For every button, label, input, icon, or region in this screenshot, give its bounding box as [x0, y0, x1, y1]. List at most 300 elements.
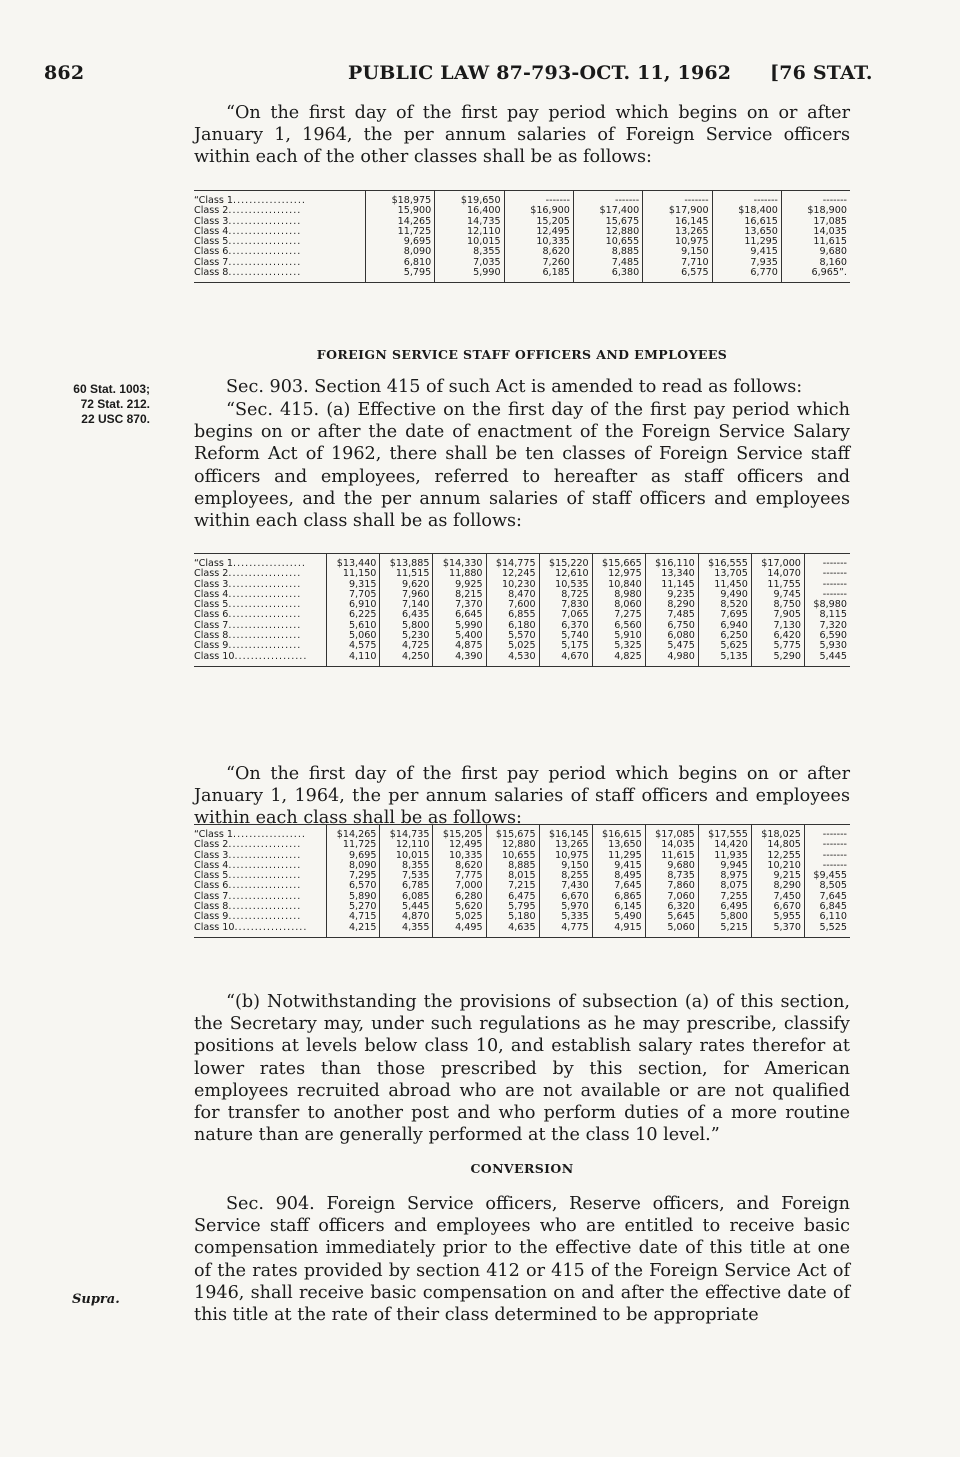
- salary-cell: 6,110: [804, 912, 850, 922]
- salary-cell: 16,145: [643, 217, 712, 227]
- salary-cell: $17,000: [751, 554, 804, 570]
- row-label: Class 4..................: [194, 859, 302, 871]
- salary-cell: 11,295: [712, 237, 781, 247]
- citation-72-stat: 72 Stat. 212.: [80, 397, 150, 411]
- leader-dots: ..................: [228, 849, 302, 861]
- salary-cell: $18,975: [365, 191, 434, 207]
- section-903-intro: Sec. 903. Section 415 of such Act is amended to read as follows:: [226, 377, 803, 397]
- salary-cell: 7,645: [804, 892, 850, 902]
- salary-cell: 9,945: [698, 861, 751, 871]
- salary-cell: 13,265: [539, 840, 592, 850]
- salary-cell: 6,250: [698, 631, 751, 641]
- salary-cell: 4,635: [486, 923, 539, 938]
- salary-cell: 9,150: [643, 247, 712, 257]
- salary-cell: $17,555: [698, 825, 751, 841]
- salary-cell: 8,505: [804, 881, 850, 891]
- salary-cell: 9,490: [698, 590, 751, 600]
- salary-cell: 12,245: [486, 569, 539, 579]
- salary-cell: 6,085: [380, 892, 433, 902]
- salary-cell: 7,430: [539, 881, 592, 891]
- section-heading: FOREIGN SERVICE STAFF OFFICERS AND EMPLOYEES: [316, 347, 728, 362]
- salary-cell: 11,295: [592, 851, 645, 861]
- salary-cell: 8,355: [435, 247, 504, 257]
- salary-cell: 9,695: [327, 851, 380, 861]
- salary-cell: 11,615: [781, 237, 850, 247]
- salary-cell: 11,755: [751, 580, 804, 590]
- salary-cell: 4,495: [433, 923, 486, 938]
- salary-cell: 7,535: [380, 871, 433, 881]
- salary-cell: 5,400: [433, 631, 486, 641]
- salary-cell: 11,515: [380, 569, 433, 579]
- leader-dots: ..................: [228, 256, 302, 268]
- row-label: Class 2..................: [194, 205, 302, 217]
- salary-cell: 6,845: [804, 902, 850, 912]
- salary-cell: 13,340: [645, 569, 698, 579]
- salary-cell: $18,400: [712, 206, 781, 216]
- salary-cell: 8,090: [327, 861, 380, 871]
- salary-cell: 7,255: [698, 892, 751, 902]
- salary-cell: 11,150: [327, 569, 380, 579]
- salary-cell: 11,145: [645, 580, 698, 590]
- row-label: Class 6..................: [194, 609, 302, 621]
- salary-cell: 9,680: [645, 861, 698, 871]
- row-label: Class 5..................: [194, 870, 302, 882]
- leader-dots: ..................: [228, 901, 302, 913]
- salary-cell: -------: [804, 861, 850, 871]
- salary-cell: 5,175: [539, 641, 592, 651]
- leader-dots: ..................: [228, 599, 302, 611]
- paragraph-1964-staff: “On the first day of the first pay period which begins on or after January 1, 1964, the per annum salaries of staff officers and employees within each class shall be as follows:: [194, 764, 850, 829]
- salary-cell: 5,990: [435, 268, 504, 283]
- salary-cell: 11,880: [433, 569, 486, 579]
- salary-cell: 8,115: [804, 610, 850, 620]
- salary-cell: 8,495: [592, 871, 645, 881]
- leader-dots: ..................: [228, 568, 302, 580]
- salary-cell: 8,470: [486, 590, 539, 600]
- salary-cell: 6,670: [539, 892, 592, 902]
- subsection-b: “(b) Notwithstanding the provisions of subsection (a) of this section, the Secretary may, under such regulations as he may prescribe, classify positions at levels below class 10, and establish salary rates therefor at lower rates than those prescribed by this section, for American employees recruited abroad who are not available or are not qualified for transfer to another post and who perform duties of a more routine nature than are generally performed at the class 10 level.”: [194, 992, 850, 1146]
- salary-cell: $14,330: [433, 554, 486, 570]
- leader-dots: ..................: [228, 859, 302, 871]
- salary-cell: 15,675: [573, 217, 642, 227]
- salary-cell: 5,620: [433, 902, 486, 912]
- salary-cell: 4,915: [592, 923, 645, 938]
- leader-dots: ..................: [228, 205, 302, 217]
- salary-cell: 5,445: [380, 902, 433, 912]
- leader-dots: ..................: [228, 839, 302, 851]
- leader-dots: ..................: [228, 911, 302, 923]
- salary-cell: 9,925: [433, 580, 486, 590]
- salary-cell: 10,335: [433, 851, 486, 861]
- salary-cell: 8,975: [698, 871, 751, 881]
- salary-cell: -------: [804, 825, 850, 841]
- salary-cell: 5,370: [751, 923, 804, 938]
- row-label: Class 6..................: [194, 246, 302, 258]
- salary-cell: 6,570: [327, 881, 380, 891]
- citation-60-stat: 60 Stat. 1003;: [73, 382, 150, 396]
- salary-cell: 7,140: [380, 600, 433, 610]
- row-label: “Class 1..................: [194, 554, 327, 570]
- salary-cell: 10,230: [486, 580, 539, 590]
- leader-dots: ..................: [228, 609, 302, 621]
- salary-cell: 5,570: [486, 631, 539, 641]
- salary-cell: 5,215: [698, 923, 751, 938]
- salary-cell: 10,535: [539, 580, 592, 590]
- salary-cell: $14,265: [327, 825, 380, 841]
- salary-cell: 8,355: [380, 861, 433, 871]
- salary-cell: 5,930: [804, 641, 850, 651]
- salary-cell: 7,695: [698, 610, 751, 620]
- salary-cell: 9,150: [539, 861, 592, 871]
- leader-dots: ..................: [234, 650, 308, 662]
- salary-cell: 10,210: [751, 861, 804, 871]
- salary-cell: 6,180: [486, 621, 539, 631]
- salary-cell: 7,485: [645, 610, 698, 620]
- salary-table-1: [194, 190, 850, 283]
- salary-cell: 4,875: [433, 641, 486, 651]
- salary-cell: 7,600: [486, 600, 539, 610]
- section-415-a: “Sec. 415. (a) Effective on the first day of the first pay period which begins on or after the date of enactment of the Foreign Service Salary Reform Act of 1962, there shall be ten classes of Foreign Service staff officers and employees, referred to hereafter as staff officers and employees, and the per annum salaries of staff officers and employees within each class shall be as follows:: [194, 400, 850, 532]
- row-label: Class 8..................: [194, 630, 302, 642]
- salary-cell: 5,795: [486, 902, 539, 912]
- salary-cell: 7,935: [712, 258, 781, 268]
- salary-cell: 6,910: [327, 600, 380, 610]
- salary-cell: 12,110: [435, 227, 504, 237]
- salary-cell: 5,060: [645, 923, 698, 938]
- salary-cell: 7,450: [751, 892, 804, 902]
- salary-cell: 9,695: [365, 237, 434, 247]
- salary-table-staff-enactment: [194, 553, 850, 667]
- salary-cell: 7,000: [433, 881, 486, 891]
- salary-cell: 7,705: [327, 590, 380, 600]
- salary-cell: 12,880: [573, 227, 642, 237]
- salary-cell: 7,645: [592, 881, 645, 891]
- salary-cell: $15,675: [486, 825, 539, 841]
- salary-cell: 5,800: [698, 912, 751, 922]
- row-label: Class 9..................: [194, 640, 302, 652]
- salary-cell: 4,870: [380, 912, 433, 922]
- leader-dots: ..................: [228, 588, 302, 600]
- conversion-heading: CONVERSION: [470, 1161, 574, 1176]
- running-title: PUBLIC LAW 87-793-OCT. 11, 1962: [348, 62, 732, 84]
- salary-cell: 8,160: [781, 258, 850, 268]
- salary-cell: 6,670: [751, 902, 804, 912]
- salary-cell: 8,735: [645, 871, 698, 881]
- salary-cell: 7,260: [504, 258, 573, 268]
- salary-table-officers-1964: [194, 190, 850, 283]
- salary-cell: 6,185: [504, 268, 573, 283]
- salary-cell: 4,250: [380, 652, 433, 667]
- leader-dots: ..................: [234, 921, 308, 933]
- row-label: Class 8..................: [194, 268, 365, 283]
- salary-cell: 4,390: [433, 652, 486, 667]
- row-label: Class 7..................: [194, 619, 302, 631]
- salary-cell: 5,610: [327, 621, 380, 631]
- salary-cell: 5,645: [645, 912, 698, 922]
- salary-cell: 5,180: [486, 912, 539, 922]
- salary-cell: 8,750: [751, 600, 804, 610]
- salary-cell: 9,680: [781, 247, 850, 257]
- salary-cell: -------: [573, 191, 642, 207]
- row-label: Class 5..................: [194, 236, 302, 248]
- leader-dots: ..................: [228, 267, 302, 279]
- leader-dots: ..................: [233, 829, 306, 840]
- salary-cell: $15,205: [433, 825, 486, 841]
- salary-cell: 4,825: [592, 652, 645, 667]
- salary-cell: 5,740: [539, 631, 592, 641]
- salary-table-staff-1964: [194, 824, 850, 938]
- salary-cell: 15,205: [504, 217, 573, 227]
- row-label: “Class 1..................: [194, 191, 365, 207]
- salary-cell: 12,255: [751, 851, 804, 861]
- salary-cell: 7,710: [643, 258, 712, 268]
- salary-cell: 4,980: [645, 652, 698, 667]
- salary-cell: 8,620: [504, 247, 573, 257]
- salary-cell: $17,085: [645, 825, 698, 841]
- salary-cell: 13,705: [698, 569, 751, 579]
- leader-dots: ..................: [228, 640, 302, 652]
- salary-cell: 7,485: [573, 258, 642, 268]
- salary-cell: 10,655: [573, 237, 642, 247]
- salary-cell: 10,840: [592, 580, 645, 590]
- salary-cell: $15,665: [592, 554, 645, 570]
- salary-cell: $16,145: [539, 825, 592, 841]
- salary-cell: 10,655: [486, 851, 539, 861]
- salary-cell: 7,060: [645, 892, 698, 902]
- salary-cell: 7,370: [433, 600, 486, 610]
- salary-cell: 6,560: [592, 621, 645, 631]
- paragraph-1964-officers: “On the first day of the first pay period which begins on or after January 1, 1964, the per annum salaries of Foreign Service officers within each of the other classes shall be as follows:: [194, 103, 850, 168]
- salary-cell: 10,015: [435, 237, 504, 247]
- salary-cell: 5,270: [327, 902, 380, 912]
- salary-cell: 6,435: [380, 610, 433, 620]
- row-label: Class 2..................: [194, 568, 302, 580]
- salary-cell: 10,015: [380, 851, 433, 861]
- salary-cell: $16,615: [592, 825, 645, 841]
- table-row: [194, 923, 850, 938]
- salary-cell: 5,230: [380, 631, 433, 641]
- salary-cell: 6,965”.: [781, 268, 850, 283]
- leader-dots: ..................: [228, 236, 302, 248]
- salary-cell: 12,975: [592, 569, 645, 579]
- leader-dots: ..................: [233, 195, 306, 206]
- salary-cell: 4,110: [327, 652, 380, 667]
- salary-cell: 13,650: [592, 840, 645, 850]
- salary-cell: 6,280: [433, 892, 486, 902]
- salary-cell: $8,980: [804, 600, 850, 610]
- salary-cell: 5,955: [751, 912, 804, 922]
- salary-cell: 8,255: [539, 871, 592, 881]
- salary-cell: $16,900: [504, 206, 573, 216]
- salary-cell: 12,610: [539, 569, 592, 579]
- salary-cell: 6,145: [592, 902, 645, 912]
- leader-dots: ..................: [228, 215, 302, 227]
- salary-cell: 7,775: [433, 871, 486, 881]
- salary-cell: 7,960: [380, 590, 433, 600]
- salary-cell: $15,220: [539, 554, 592, 570]
- salary-cell: 6,225: [327, 610, 380, 620]
- row-label: Class 7..................: [194, 890, 302, 902]
- salary-cell: 6,475: [486, 892, 539, 902]
- row-label: Class 3..................: [194, 849, 302, 861]
- salary-cell: 6,575: [643, 268, 712, 283]
- salary-cell: 7,905: [751, 610, 804, 620]
- salary-cell: $17,900: [643, 206, 712, 216]
- salary-cell: 9,235: [645, 590, 698, 600]
- salary-cell: 8,885: [573, 247, 642, 257]
- row-label: Class 10..................: [194, 652, 327, 667]
- salary-cell: -------: [804, 580, 850, 590]
- salary-cell: 13,265: [643, 227, 712, 237]
- salary-cell: 9,215: [751, 871, 804, 881]
- salary-cell: 4,215: [327, 923, 380, 938]
- row-label: Class 4..................: [194, 225, 302, 237]
- row-label: Class 8..................: [194, 901, 302, 913]
- salary-cell: 14,070: [751, 569, 804, 579]
- salary-cell: 5,970: [539, 902, 592, 912]
- row-label: Class 3..................: [194, 215, 302, 227]
- leader-dots: ..................: [228, 225, 302, 237]
- salary-cell: 6,855: [486, 610, 539, 620]
- salary-cell: 6,495: [698, 902, 751, 912]
- salary-cell: 10,975: [643, 237, 712, 247]
- salary-cell: 8,885: [486, 861, 539, 871]
- salary-cell: -------: [804, 851, 850, 861]
- salary-cell: 6,940: [698, 621, 751, 631]
- salary-cell: 16,615: [712, 217, 781, 227]
- leader-dots: ..................: [228, 880, 302, 892]
- leader-dots: ..................: [228, 578, 302, 590]
- salary-cell: $18,025: [751, 825, 804, 841]
- salary-cell: -------: [804, 554, 850, 570]
- table-row: [194, 268, 850, 283]
- salary-cell: 8,620: [433, 861, 486, 871]
- salary-cell: 14,805: [751, 840, 804, 850]
- salary-cell: 4,530: [486, 652, 539, 667]
- row-label: Class 4..................: [194, 588, 302, 600]
- salary-cell: 8,090: [365, 247, 434, 257]
- leader-dots: ..................: [228, 619, 302, 631]
- row-label: Class 6..................: [194, 880, 302, 892]
- salary-cell: -------: [781, 191, 850, 207]
- leader-dots: ..................: [233, 558, 306, 569]
- salary-cell: 7,215: [486, 881, 539, 891]
- salary-cell: 6,370: [539, 621, 592, 631]
- salary-cell: 5,060: [327, 631, 380, 641]
- salary-cell: 7,035: [435, 258, 504, 268]
- salary-cell: 9,415: [592, 861, 645, 871]
- salary-cell: 6,645: [433, 610, 486, 620]
- salary-cell: 6,810: [365, 258, 434, 268]
- salary-cell: 7,295: [327, 871, 380, 881]
- leader-dots: ..................: [228, 630, 302, 642]
- salary-cell: 5,800: [380, 621, 433, 631]
- salary-cell: 8,290: [751, 881, 804, 891]
- salary-cell: 11,450: [698, 580, 751, 590]
- salary-cell: $16,555: [698, 554, 751, 570]
- salary-cell: 5,795: [365, 268, 434, 283]
- salary-cell: 8,075: [698, 881, 751, 891]
- salary-cell: -------: [712, 191, 781, 207]
- salary-cell: 5,290: [751, 652, 804, 667]
- salary-cell: 6,590: [804, 631, 850, 641]
- salary-cell: 8,980: [592, 590, 645, 600]
- salary-cell: $14,735: [380, 825, 433, 841]
- salary-table-2: [194, 553, 850, 667]
- salary-cell: 13,650: [712, 227, 781, 237]
- salary-cell: -------: [804, 569, 850, 579]
- salary-cell: 11,615: [645, 851, 698, 861]
- salary-cell: $13,885: [380, 554, 433, 570]
- salary-cell: 4,355: [380, 923, 433, 938]
- salary-cell: $16,110: [645, 554, 698, 570]
- salary-cell: 7,065: [539, 610, 592, 620]
- salary-cell: 5,990: [433, 621, 486, 631]
- salary-cell: 14,265: [365, 217, 434, 227]
- salary-table-3: [194, 824, 850, 938]
- salary-cell: -------: [504, 191, 573, 207]
- salary-cell: 12,110: [380, 840, 433, 850]
- salary-cell: 6,770: [712, 268, 781, 283]
- salary-cell: $19,650: [435, 191, 504, 207]
- salary-cell: 11,935: [698, 851, 751, 861]
- table-row: [194, 554, 850, 570]
- salary-cell: $18,900: [781, 206, 850, 216]
- salary-cell: 6,865: [592, 892, 645, 902]
- salary-cell: 7,130: [751, 621, 804, 631]
- salary-cell: 14,420: [698, 840, 751, 850]
- margin-note-supra: Supra.: [72, 1292, 120, 1307]
- row-label: Class 10..................: [194, 923, 327, 938]
- salary-cell: 17,085: [781, 217, 850, 227]
- salary-cell: 8,015: [486, 871, 539, 881]
- salary-cell: -------: [804, 590, 850, 600]
- salary-cell: 5,475: [645, 641, 698, 651]
- salary-cell: 4,725: [380, 641, 433, 651]
- salary-cell: 10,335: [504, 237, 573, 247]
- citation-22-usc: 22 USC 870.: [81, 412, 150, 426]
- salary-cell: 5,325: [592, 641, 645, 651]
- salary-cell: 4,670: [539, 652, 592, 667]
- salary-cell: $17,400: [573, 206, 642, 216]
- salary-cell: 5,625: [698, 641, 751, 651]
- salary-cell: 5,890: [327, 892, 380, 902]
- salary-cell: 4,715: [327, 912, 380, 922]
- table-row: [194, 191, 850, 207]
- row-label: Class 3..................: [194, 578, 302, 590]
- row-label: Class 2..................: [194, 839, 302, 851]
- salary-cell: -------: [804, 840, 850, 850]
- salary-cell: $9,455: [804, 871, 850, 881]
- salary-cell: 14,735: [435, 217, 504, 227]
- salary-cell: 7,320: [804, 621, 850, 631]
- salary-cell: 6,420: [751, 631, 804, 641]
- salary-cell: $14,775: [486, 554, 539, 570]
- leader-dots: ..................: [228, 246, 302, 258]
- salary-cell: 14,035: [781, 227, 850, 237]
- salary-cell: 9,415: [712, 247, 781, 257]
- volume-label: [76 STAT.: [770, 62, 873, 84]
- salary-cell: 5,445: [804, 652, 850, 667]
- table-row: [194, 825, 850, 841]
- salary-cell: 5,775: [751, 641, 804, 651]
- row-label: Class 7..................: [194, 256, 302, 268]
- salary-cell: $13,440: [327, 554, 380, 570]
- salary-cell: 5,135: [698, 652, 751, 667]
- leader-dots: ..................: [228, 870, 302, 882]
- salary-cell: 8,520: [698, 600, 751, 610]
- salary-cell: 8,060: [592, 600, 645, 610]
